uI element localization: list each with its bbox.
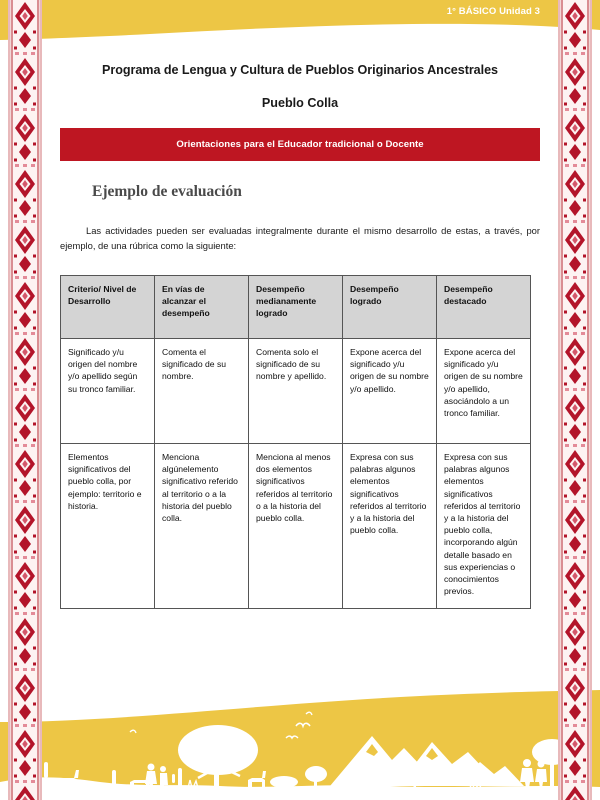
section-heading: Ejemplo de evaluación [92, 183, 242, 200]
rubric-cell: Menciona al menos dos elementos significativos referidos al territorio o a la historia del pueblo colla. [249, 444, 343, 609]
rubric-table [60, 275, 531, 609]
woven-border-right-icon [558, 0, 592, 800]
rubric-cell: Comenta el significado de su nombre. [155, 339, 249, 444]
document-content [60, 62, 540, 609]
rubric-cell: Menciona algúnelemento significativo referido al territorio o a la historia del pueblo colla. [155, 444, 249, 609]
rubric-cell: Expresa con sus palabras algunos elementos significativos referidos al territorio y a la historia del pueblo colla, incorporando algún detalle basado en sus experiencias o conocimientos previos. [437, 444, 531, 609]
rubric-cell: Expresa con sus palabras algunos elementos significativos referidos al territorio y a la historia del pueblo colla. [343, 444, 437, 609]
rubric-cell: Expone acerca del significado y/u origen de su nombre y/o apellido. [343, 339, 437, 444]
footer-landscape-illustration [0, 690, 600, 800]
rubric-header-cell: Criterio/ Nivel de Desarrollo [61, 276, 155, 339]
unit-badge-label: 1° BÁSICO Unidad 3 [446, 6, 540, 17]
page-title: Programa de Lengua y Cultura de Pueblos Originarios Ancestrales [102, 63, 498, 77]
rubric-row [61, 444, 531, 609]
rubric-cell: Comenta solo el significado de su nombre y apellido. [249, 339, 343, 444]
intro-paragraph: Las actividades pueden ser evaluadas integralmente durante el mismo desarrollo de estas, a través, por ejemplo, de una rúbrica como la siguiente: [60, 225, 540, 251]
rubric-header-cell: Desempeño medianamente logrado [249, 276, 343, 339]
rubric-header-row [61, 276, 531, 339]
rubric-header-cell: Desempeño destacado [437, 276, 531, 339]
page-subtitle: Pueblo Colla [261, 96, 339, 110]
orientation-banner [60, 128, 540, 161]
woven-border-left-icon [8, 0, 42, 800]
rubric-header-cell: En vías de alcanzar el desempeño [155, 276, 249, 339]
rubric-cell: Significado y/u origen del nombre y/o apellido según su tronco familiar. [61, 339, 155, 444]
rubric-header-cell: Desempeño logrado [343, 276, 437, 339]
rubric-row [61, 339, 531, 444]
rubric-cell: Elementos significativos del pueblo colla, por ejemplo: territorio e historia. [61, 444, 155, 609]
orientation-banner-label: Orientaciones para el Educador tradicional o Docente [176, 139, 424, 150]
rubric-cell: Expone acerca del significado y/u origen de su nombre y/o apellido, asociándolo a un tronco familiar. [437, 339, 531, 444]
